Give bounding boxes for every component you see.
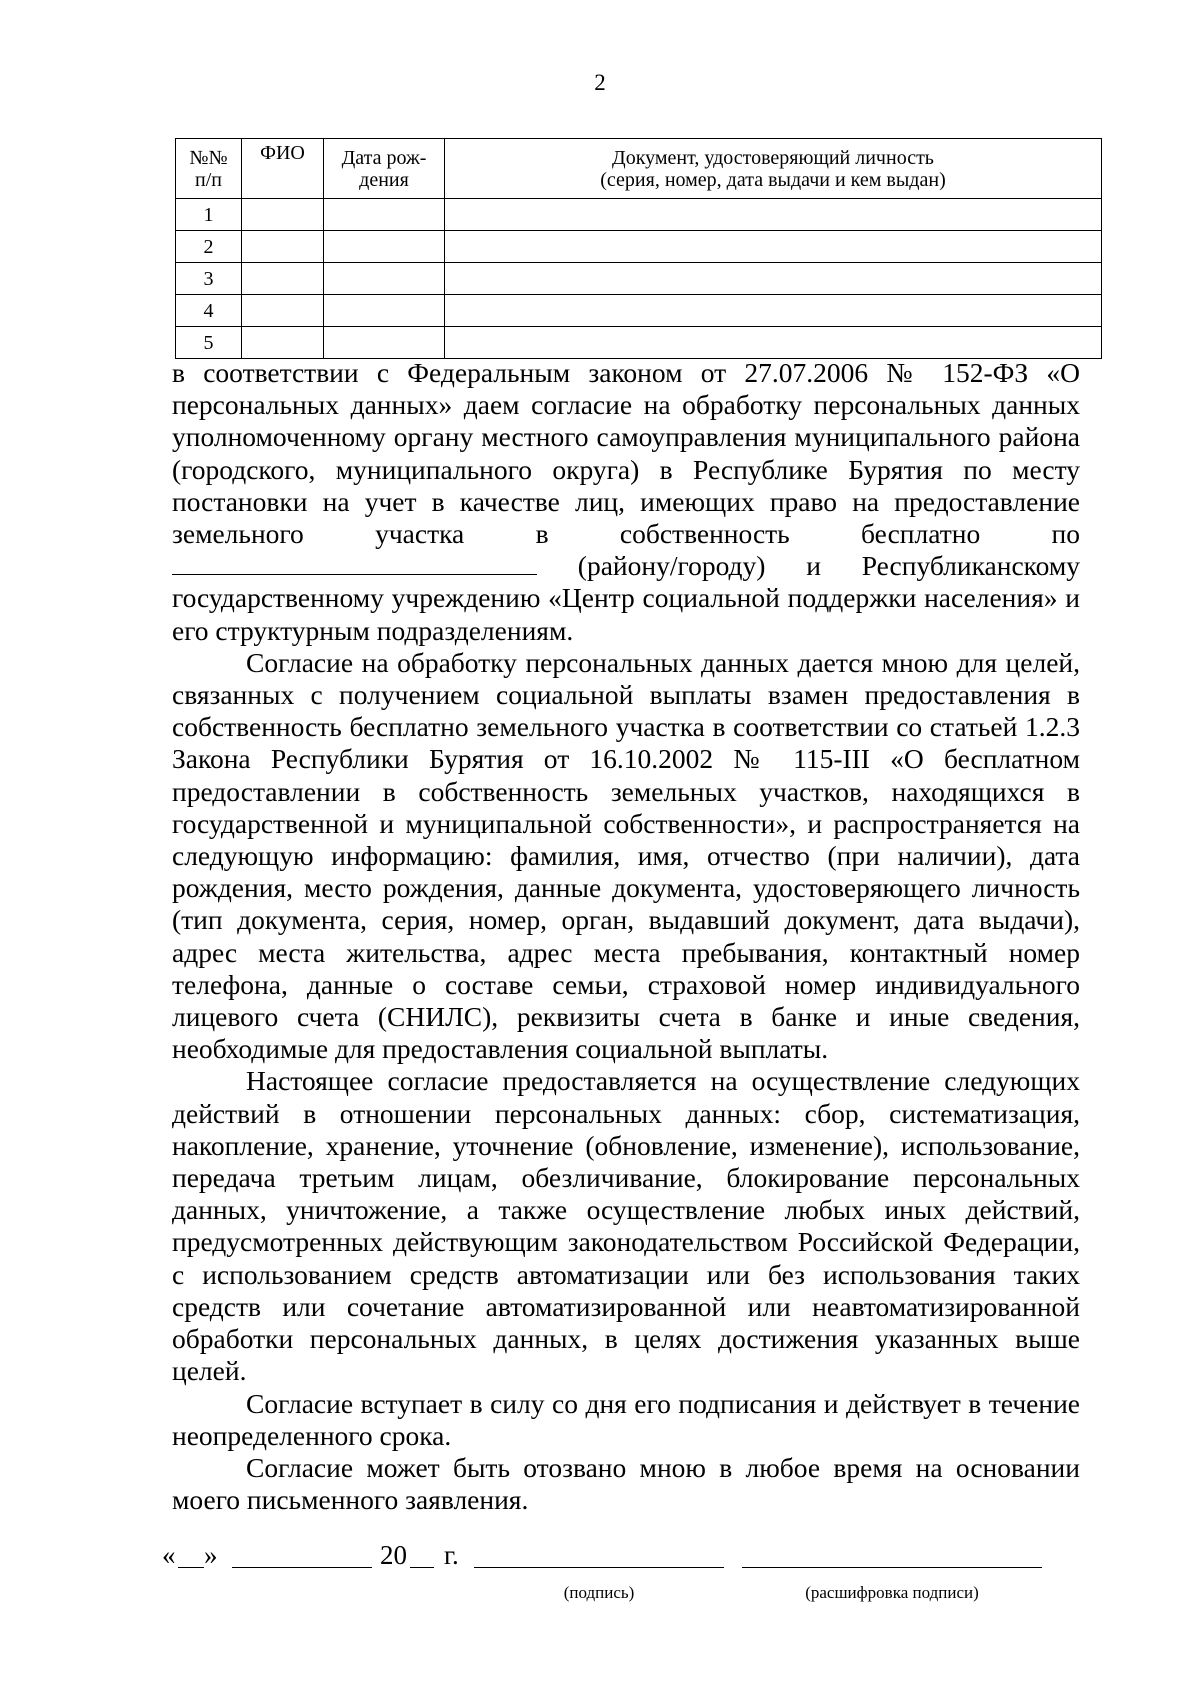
- header-num: №№ п/п: [176, 139, 242, 199]
- paragraph-actions: Настоящее согласие предоставляется на осуществление следующих действий в отношении персональных данных: сбор, систематизация, накопление, хранение, уточнение (обновление, изменение), использование, передача третьим лицам, обезличивание, блокирование персональных данных, уничтожение, а также осуществление любых иных действий, предусмотренных действующим законодательством Российской Федерации, с использованием средств автоматизации или без использования таких средств или сочетание автоматизированной или неавтоматизированной обработки персональных данных, в целях достижения указанных выше целей.: [172, 1065, 1080, 1387]
- signature-decode-field[interactable]: [742, 1540, 1042, 1568]
- header-fio: ФИО: [242, 139, 324, 199]
- row-number: 1: [176, 199, 242, 231]
- signature-date-row: [162, 1540, 1102, 1576]
- table-row: [176, 327, 1102, 359]
- table-row: [176, 199, 1102, 231]
- table-row: [176, 263, 1102, 295]
- cell-document[interactable]: [445, 327, 1102, 359]
- persons-table: [175, 138, 1102, 359]
- cell-document[interactable]: [445, 263, 1102, 295]
- page-number: 2: [594, 70, 606, 95]
- cell-fio[interactable]: [242, 231, 324, 263]
- cell-birth-date[interactable]: [324, 199, 445, 231]
- paragraph-purpose: Согласие на обработку персональных данных дается мною для целей, связанных с получением социальной выплаты взамен предоставления в собственность бесплатно земельного участка в соответствии со статьей 1.2.3 Закона Республики Бурятия от 16.10.2002 № 115-III «О бесплатном предоставлении в собственность земельных участков, находящихся в государственной и муниципальной собственности», и распространяется на следующую информацию: фамилия, имя, отчество (при наличии), дата рождения, место рождения, данные документа, удостоверяющего личность (тип документа, серия, номер, орган, выдавший документ, дата выдачи), адрес места жительства, адрес места пребывания, контактный номер телефона, данные о составе семьи, страховой номер индивидуального лицевого счета (СНИЛС), реквизиты счета в банке и иные сведения, необходимые для предоставления социальной выплаты.: [172, 646, 1080, 1065]
- cell-document[interactable]: [445, 199, 1102, 231]
- table-row: [176, 231, 1102, 263]
- quote-close: »: [204, 1540, 218, 1570]
- paragraph-revocation: Согласие может быть отозвано мною в любое время на основании моего письменного заявления.: [172, 1451, 1080, 1516]
- cell-birth-date[interactable]: [324, 263, 445, 295]
- cell-fio[interactable]: [242, 295, 324, 327]
- signature-caption: (подпись): [563, 1583, 635, 1602]
- quote-open: «: [162, 1540, 176, 1570]
- paragraph-consent-subject: в соответствии с Федеральным законом от 27.07.2006 № 152-ФЗ «О персональных данных» даем согласие на обработку персональных данных уполномоченному органу местного самоуправления муниципального района (городского, муниципального округа) в Республике Бурятия по месту постановки на учет в качестве лиц, имеющих право на предоставление земельного участка в собственность бесплатно по (району/городу) и Республиканскому государственному учреждению «Центр социальной поддержки населения» и его структурным подразделениям.: [172, 357, 1080, 646]
- cell-birth-date[interactable]: [324, 327, 445, 359]
- day-field[interactable]: [178, 1540, 204, 1568]
- cell-fio[interactable]: [242, 327, 324, 359]
- row-number: 4: [176, 295, 242, 327]
- cell-fio[interactable]: [242, 263, 324, 295]
- year-prefix: 20: [380, 1540, 407, 1570]
- header-birth-date: Дата рож- дения: [324, 139, 445, 199]
- month-field[interactable]: [232, 1540, 372, 1568]
- consent-text: [172, 357, 1080, 1516]
- year-suffix: г.: [444, 1540, 459, 1570]
- row-number: 3: [176, 263, 242, 295]
- cell-fio[interactable]: [242, 199, 324, 231]
- cell-document[interactable]: [445, 295, 1102, 327]
- cell-birth-date[interactable]: [324, 231, 445, 263]
- row-number: 5: [176, 327, 242, 359]
- row-number: 2: [176, 231, 242, 263]
- signature-field[interactable]: [474, 1540, 724, 1568]
- cell-document[interactable]: [445, 231, 1102, 263]
- district-blank-field[interactable]: [172, 552, 537, 575]
- paragraph-validity: Согласие вступает в силу со дня его подписания и действует в течение неопределенного срока.: [172, 1387, 1080, 1451]
- table-header-row: [176, 139, 1102, 199]
- cell-birth-date[interactable]: [324, 295, 445, 327]
- decode-caption: (расшифровка подписи): [805, 1583, 979, 1602]
- header-identity-document: Документ, удостоверяющий личность (серия, номер, дата выдачи и кем выдан): [445, 139, 1102, 199]
- table-row: [176, 295, 1102, 327]
- year-field[interactable]: [410, 1540, 434, 1568]
